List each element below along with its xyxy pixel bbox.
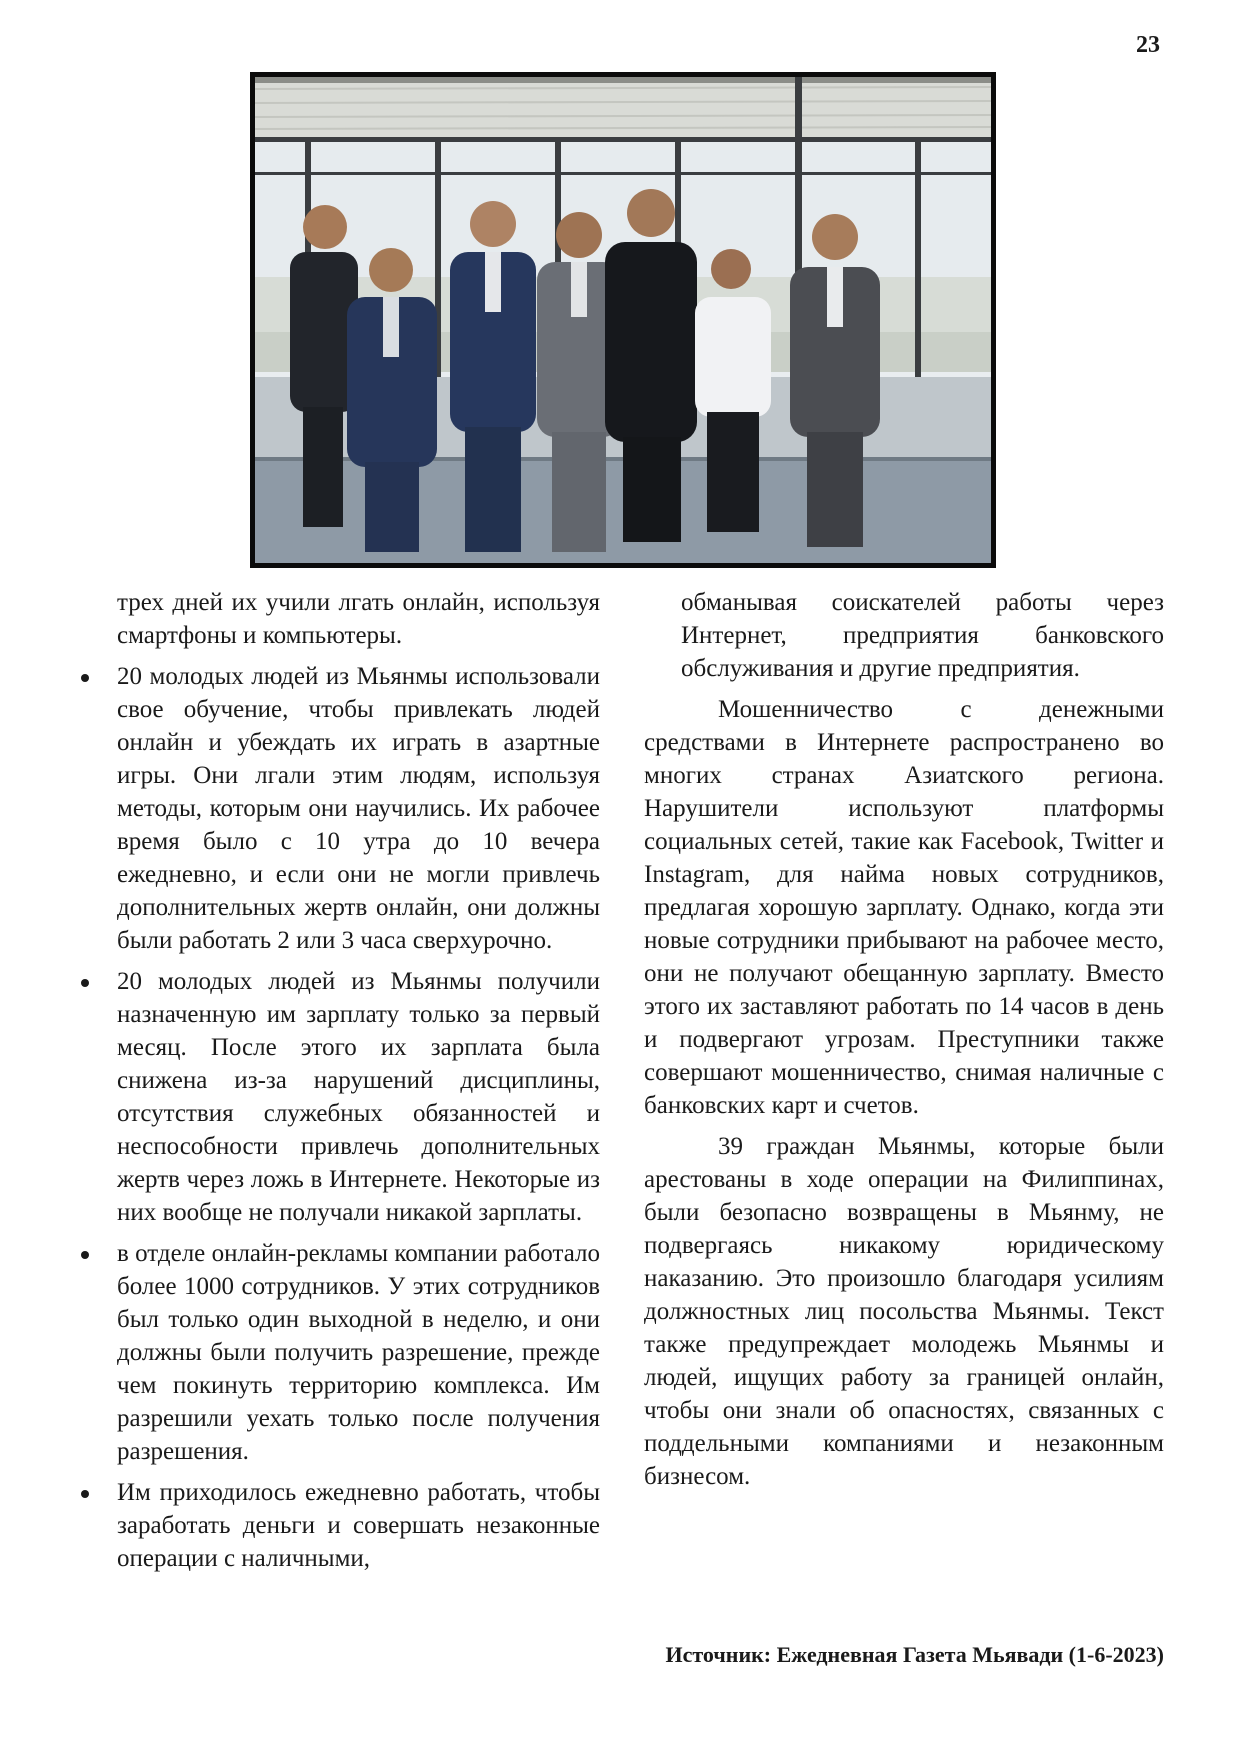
source-credit: Источник: Ежедневная Газета Мьявади (1-6-2023) (665, 1642, 1164, 1667)
paragraph: 39 граждан Мьянмы, которые были арестованы в ходе операции на Филиппинах, были безопасно возвращены в Мьянму, не подвергаясь никакому юридическому наказанию. Это произошло благодаря усилиям должностных лиц посольства Мьянмы. Текст также предупреждает молодежь Мьянмы и людей, ищущих работу за границей онлайн, чтобы они знали об опасностях, связанных с поддельными компаниями и незаконным бизнесом. (644, 1133, 1164, 1490)
page-number: 23 (1136, 32, 1160, 58)
left-column (80, 586, 600, 1575)
bullet-item: в отделе онлайн-рекламы компании работало более 1000 сотрудников. У этих сотрудников был только один выходной в неделю, и они должны были получить разрешение, прежде чем покинуть территорию комплекса. Им разрешили уехать только после получения разрешения. (80, 1237, 600, 1468)
bullet-item: 20 молодых людей из Мьянмы получили назначенную им зарплату только за первый месяц. После этого их зарплата была снижена из-за нарушений дисциплины, отсутствия служебных обязанностей и неспособности привлечь дополнительных жертв через ложь в Интернете. Некоторые из них вообще не получали никакой зарплаты. (80, 965, 600, 1229)
left-continuation-text: трех дней их учили лгать онлайн, используя смартфоны и компьютеры. (117, 589, 600, 649)
bullet-item: 20 молодых людей из Мьянмы использовали свое обучение, чтобы привлекать людей онлайн и убеждать их играть в азартные игры. Они лгали этим людям, используя методы, которым они научились. Их рабочее время было с 10 утра до 10 вечера ежедневно, и если они не могли привлечь дополнительных жертв онлайн, они должны были работать 2 или 3 часа сверхурочно. (80, 660, 600, 957)
right-column (644, 586, 1164, 1493)
bullet-item: Им приходилось ежедневно работать, чтобы заработать деньги и совершать незаконные операции с наличными, (80, 1476, 600, 1575)
right-continuation-text: обманывая соискателей работы через Интернет, предприятия банковского обслуживания и другие предприятия. (681, 589, 1164, 682)
paragraph: Мошенничество с денежными средствами в Интернете распространено во многих странах Азиатского региона. Нарушители используют платформы социальных сетей, такие как Facebook, Twitter и Instagram, для найма новых сотрудников, предлагая хорошую зарплату. Однако, когда эти новые сотрудники прибывают на рабочее место, они не получают обещанную зарплату. Вместо этого их заставляют работать по 14 часов в день и подвергают угрозам. Преступники также совершают мошенничество, снимая наличные с банковских карт и счетов. (644, 696, 1164, 1119)
group-photo (250, 72, 996, 568)
airport-group-photo-illustration (255, 77, 991, 563)
bullet-list (80, 660, 600, 1575)
